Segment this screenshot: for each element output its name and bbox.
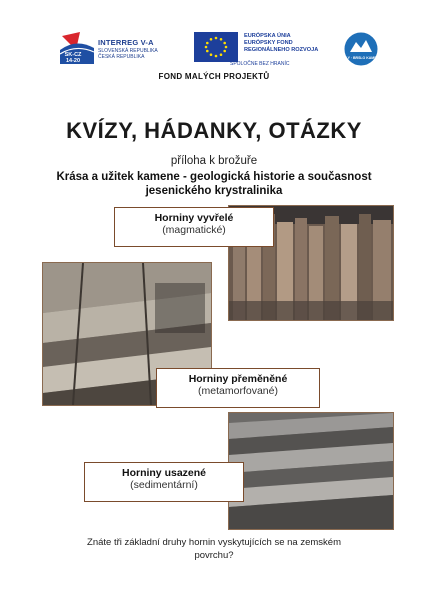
round-logo bbox=[340, 32, 382, 66]
eu-logo bbox=[194, 32, 344, 72]
subtitle-line-3: jesenického krystralinika bbox=[145, 185, 283, 197]
sedimentary-label: Horniny usazené bbox=[121, 467, 207, 479]
sedimentary-label-box bbox=[84, 462, 244, 502]
metamorphic-sublabel: (metamorfované) bbox=[198, 385, 278, 397]
eu-flag-icon bbox=[194, 32, 238, 62]
question-line-1: Znáte tři základní druhy hornin vyskytujících se na zemském bbox=[87, 537, 341, 548]
round-emblem-icon bbox=[344, 32, 378, 66]
igneous-label-box bbox=[114, 207, 274, 247]
interreg-logo bbox=[60, 28, 180, 68]
igneous-label: Horniny vyvřelé bbox=[154, 212, 234, 224]
interreg-program: SK-CZ 14-20 bbox=[64, 52, 82, 64]
interreg-country-2: ČESKÁ REPUBLIKA bbox=[98, 54, 145, 60]
fund-title: FOND MALÝCH PROJEKTŮ bbox=[158, 72, 270, 81]
sedimentary-sublabel: (sedimentární) bbox=[130, 479, 198, 491]
shale-layers-image bbox=[229, 413, 393, 529]
metamorphic-label-box bbox=[156, 368, 320, 408]
eu-line-2: EURÓPSKY FOND bbox=[244, 40, 293, 46]
interreg-name: INTERREG V-A bbox=[98, 38, 154, 47]
eu-line-3: REGIONÁLNEHO ROZVOJA bbox=[244, 47, 319, 53]
subtitle-line-1: příloha k brožuře bbox=[170, 155, 258, 167]
round-logo-text: DOLY · BRSLO KAMENY bbox=[340, 56, 382, 60]
subtitle-line-2: Krása a užitek kamene - geologická historie a současnost bbox=[56, 171, 372, 183]
page-title: KVÍZY, HÁDANKY, OTÁZKY bbox=[66, 118, 362, 143]
question-text bbox=[0, 536, 428, 562]
sedimentary-rock-photo bbox=[228, 412, 394, 530]
eu-slogan: SPOLOČNE BEZ HRANÍC bbox=[230, 61, 290, 67]
eu-line-1: EURÓPSKA ÚNIA bbox=[244, 33, 291, 39]
interreg-country-1: SLOVENSKÁ REPUBLIKA bbox=[98, 48, 158, 54]
igneous-sublabel: (magmatické) bbox=[162, 224, 226, 236]
question-line-2: povrchu? bbox=[194, 550, 234, 561]
subtitle-bold bbox=[0, 170, 428, 198]
metamorphic-label: Horniny přeměněné bbox=[188, 373, 288, 385]
